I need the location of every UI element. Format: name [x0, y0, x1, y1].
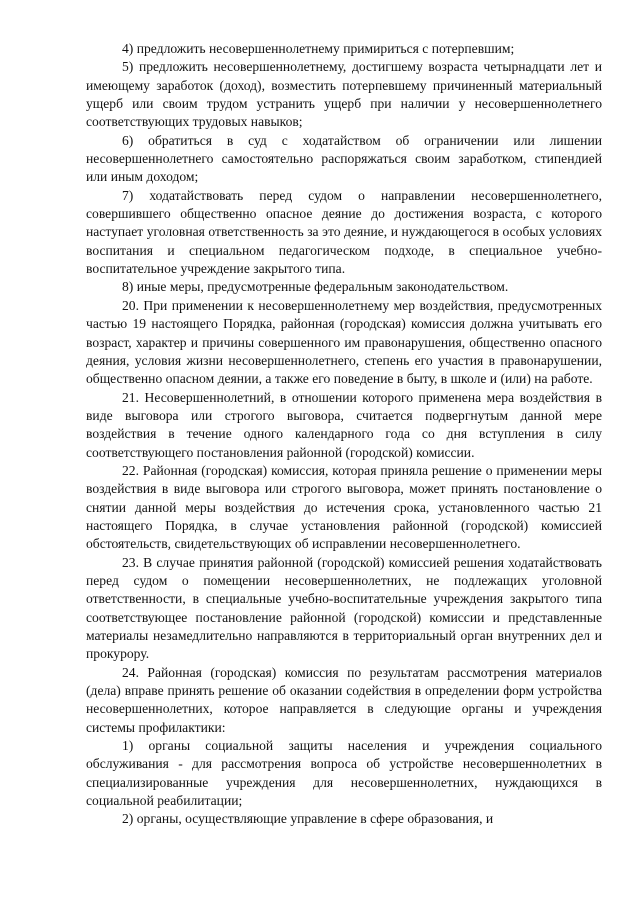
- paragraph-item-6: 6) обратиться в суд с ходатайством об ограничении или лишении несовершеннолетнего самостоятельно распоряжаться своим заработком, стипендией или иным доходом;: [86, 132, 602, 185]
- paragraph-subitem-1: 1) органы социальной защиты населения и учреждения социального обслуживания - для рассмотрения вопроса об устройстве несовершеннолетних в специализированные учреждения для несовершеннолетних, нуждающихся в социальной реабилитации;: [86, 738, 602, 809]
- paragraph-clause-21: 21. Несовершеннолетний, в отношении которого применена мера воздействия в виде выговора или строгого выговора, считается подвергнутым данной мере воздействия в течение одного календарного года со дня вступления в силу соответствующего постановления районной (городской) комиссии.: [86, 389, 602, 460]
- paragraph-clause-24: 24. Районная (городская) комиссия по результатам рассмотрения материалов (дела) вправе принять решение об оказании содействия в определении форм устройства несовершеннолетних, которое направляется в следующие органы и учреждения системы профилактики:: [86, 664, 602, 735]
- paragraph-item-8: 8) иные меры, предусмотренные федеральным законодательством.: [122, 279, 509, 295]
- paragraph-clause-23: 23. В случае принятия районной (городской) комиссией решения ходатайствовать перед судом о помещении несовершеннолетних, не подлежащих уголовной ответственности, в специальные учебно-воспитательные учреждения закрытого типа соответствующее постановление районной (городской) комиссии и представленные материалы незамедлительно направляются в территориальный орган внутренних дел и прокурору.: [86, 554, 602, 662]
- document-page: [86, 40, 602, 829]
- paragraph-subitem-2: 2) органы, осуществляющие управление в сфере образования, и: [122, 811, 494, 827]
- paragraph-clause-22: 22. Районная (городская) комиссия, которая приняла решение о применении меры воздействия в виде выговора или строгого выговора, может принять постановление о снятии данной меры воздействия до истечения срока, установленного частью 21 настоящего Порядка, в случае установления районной (городской) комиссией обстоятельств, свидетельствующих об исправлении несовершеннолетнего.: [86, 462, 602, 552]
- paragraph-item-5: 5) предложить несовершеннолетнему, достигшему возраста четырнадцати лет и имеющему заработок (доход), возместить потерпевшему причиненный материальный ущерб или своим трудом устранить ущерб при наличии у несовершеннолетнего соответствующих трудовых навыков;: [86, 59, 602, 130]
- paragraph-clause-20: 20. При применении к несовершеннолетнему мер воздействия, предусмотренных частью 19 настоящего Порядка, районная (городская) комиссия должна учитывать его возраст, характер и причины совершенного им правонарушения, общественно опасного деяния, условия жизни несовершеннолетнего, степень его участия в правонарушении, общественно опасном деянии, а также его поведение в быту, в школе и (или) на работе.: [86, 297, 602, 387]
- paragraph-item-4: 4) предложить несовершеннолетнему примириться с потерпевшим;: [122, 41, 515, 56]
- paragraph-item-7: 7) ходатайствовать перед судом о направлении несовершеннолетнего, совершившего общественно опасное деяние до достижения возраста, с которого наступает уголовная ответственность за это деяние, и нуждающегося в особых условиях воспитания и специальном педагогическом подходе, в специальное учебно-воспитательное учреждение закрытого типа.: [86, 187, 602, 277]
